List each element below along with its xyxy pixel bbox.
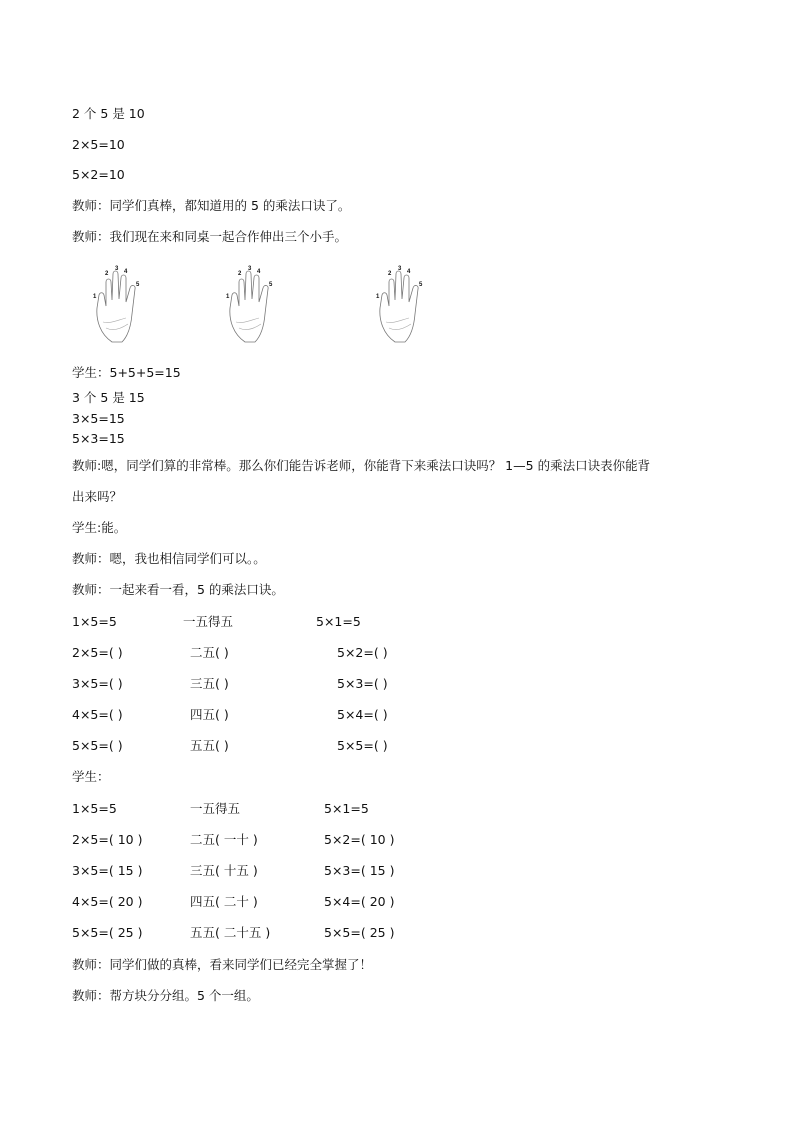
table-cell: 五五( ) <box>190 738 229 753</box>
table-cell: 一五得五 <box>183 614 234 629</box>
svg-text:3: 3 <box>398 266 402 272</box>
table-cell: 二五( 一十 ) <box>190 832 258 847</box>
table-cell: 5×1=5 <box>316 614 361 629</box>
fact-line: 3×5=15 <box>72 411 125 426</box>
intro-line: 5×2=10 <box>72 167 125 182</box>
open-hand-icon <box>88 262 152 350</box>
student-line: 学生： <box>72 769 110 784</box>
table-cell: 二五( ) <box>190 645 229 660</box>
teacher-line: 教师：嗯，我也相信同学们可以。。 <box>72 551 266 566</box>
table-cell: 2×5=( 10 ) <box>72 832 143 847</box>
svg-text:4: 4 <box>407 269 411 275</box>
svg-text:3: 3 <box>115 266 119 272</box>
table-cell: 1×5=5 <box>72 614 117 629</box>
svg-text:1: 1 <box>226 294 230 300</box>
table-cell: 四五( ) <box>190 707 229 722</box>
teacher-line: 教师：同学们真棒，都知道用的 5 的乘法口诀了。 <box>72 198 351 213</box>
open-hand-icon <box>221 262 285 350</box>
table-cell: 5×3=( 15 ) <box>324 863 395 878</box>
table-cell: 5×2=( ) <box>337 645 388 660</box>
student-line: 学生:能。 <box>72 520 127 535</box>
table-cell: 5×4=( 20 ) <box>324 894 395 909</box>
fact-line: 3 个 5 是 15 <box>72 390 145 405</box>
intro-line: 2 个 5 是 10 <box>72 106 145 121</box>
table-cell: 2×5=( ) <box>72 645 123 660</box>
fact-line: 5×3=15 <box>72 431 125 446</box>
teacher-line: 教师：帮方块分分组。5 个一组。 <box>72 988 259 1003</box>
svg-text:2: 2 <box>105 271 109 277</box>
svg-text:5: 5 <box>269 282 273 288</box>
svg-text:1: 1 <box>93 294 97 300</box>
table-cell: 三五( 十五 ) <box>190 863 258 878</box>
table-cell: 5×3=( ) <box>337 676 388 691</box>
table-cell: 1×5=5 <box>72 801 117 816</box>
svg-text:5: 5 <box>136 282 140 288</box>
teacher-line: 教师：我们现在来和同桌一起合作伸出三个小手。 <box>72 229 348 244</box>
svg-text:2: 2 <box>238 271 242 277</box>
table-cell: 5×5=( ) <box>337 738 388 753</box>
table-cell: 3×5=( ) <box>72 676 123 691</box>
table-cell: 三五( ) <box>190 676 229 691</box>
teacher-line-continued: 出来吗？ <box>72 489 123 504</box>
teacher-line: 教师：一起来看一看，5 的乘法口诀。 <box>72 582 284 597</box>
table-cell: 5×1=5 <box>324 801 369 816</box>
table-cell: 四五( 二十 ) <box>190 894 258 909</box>
svg-text:5: 5 <box>419 282 423 288</box>
svg-text:4: 4 <box>124 269 128 275</box>
teacher-line: 教师：同学们做的真棒，看来同学们已经完全掌握了！ <box>72 957 373 972</box>
table-cell: 5×4=( ) <box>337 707 388 722</box>
table-cell: 五五( 二十五 ) <box>190 925 271 940</box>
table-cell: 5×5=( 25 ) <box>72 925 143 940</box>
svg-text:1: 1 <box>376 294 380 300</box>
table-cell: 一五得五 <box>190 801 241 816</box>
teacher-line: 教师:嗯，同学们算的非常棒。那么你们能告诉老师，你能背下来乘法口诀吗？ 1—5 的乘法口诀表你能背 <box>72 458 651 473</box>
student-line: 学生：5+5+5=15 <box>72 365 181 380</box>
table-cell: 4×5=( ) <box>72 707 123 722</box>
svg-text:4: 4 <box>257 269 261 275</box>
table-cell: 5×5=( 25 ) <box>324 925 395 940</box>
svg-text:2: 2 <box>388 271 392 277</box>
open-hand-icon <box>371 262 435 350</box>
table-cell: 4×5=( 20 ) <box>72 894 143 909</box>
intro-line: 2×5=10 <box>72 137 125 152</box>
table-cell: 5×2=( 10 ) <box>324 832 395 847</box>
table-cell: 3×5=( 15 ) <box>72 863 143 878</box>
svg-text:3: 3 <box>248 266 252 272</box>
table-cell: 5×5=( ) <box>72 738 123 753</box>
